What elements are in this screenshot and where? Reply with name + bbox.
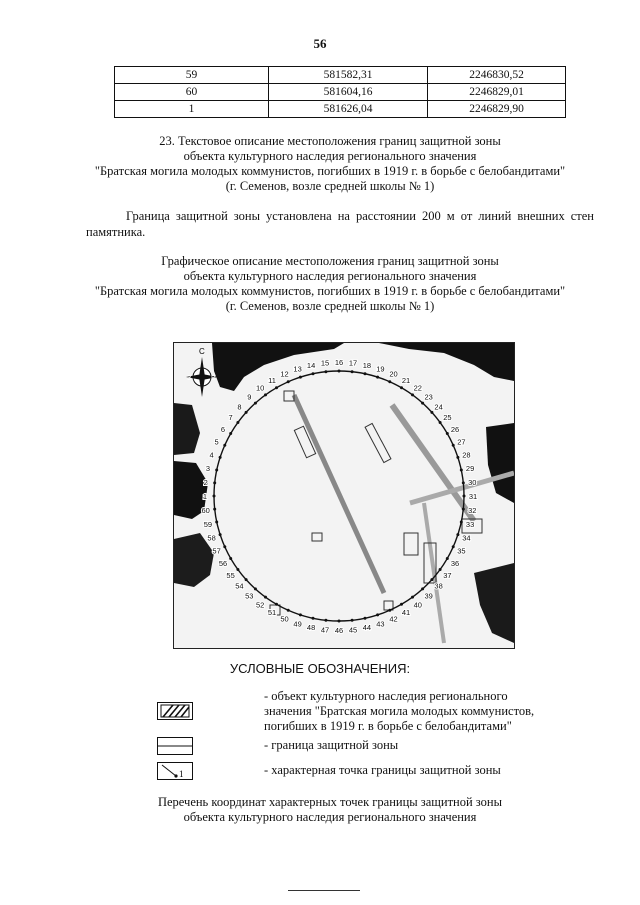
bottom-rule bbox=[288, 890, 360, 891]
boundary-point-label: 11 bbox=[268, 376, 276, 385]
y-coordinate-cell: 2246829,90 bbox=[428, 101, 566, 118]
boundary-point-marker bbox=[421, 402, 424, 405]
boundary-point-marker bbox=[460, 469, 463, 472]
graphic-description-line-2: объекта культурного наследия регионального значения bbox=[183, 269, 477, 283]
coordinates-list-caption bbox=[60, 795, 600, 825]
boundary-point-label: 45 bbox=[348, 625, 358, 635]
boundary-point-marker bbox=[446, 432, 449, 435]
boundary-point-label: 13 bbox=[293, 364, 302, 374]
graphic-description-heading bbox=[60, 254, 600, 314]
boundary-point-marker bbox=[364, 617, 367, 620]
legend-object-text bbox=[264, 689, 574, 734]
boundary-point-marker bbox=[400, 603, 403, 606]
boundary-point-marker bbox=[452, 444, 455, 447]
legend-title: УСЛОВНЫЕ ОБОЗНАЧЕНИЯ: bbox=[229, 661, 411, 676]
boundary-point-label: 9 bbox=[247, 392, 252, 402]
y-coordinate-cell: 2246830,52 bbox=[428, 67, 566, 84]
boundary-point-marker bbox=[264, 393, 267, 396]
boundary-point-marker bbox=[219, 533, 222, 536]
boundary-point-label: 25 bbox=[443, 413, 452, 423]
boundary-point-label: 31 bbox=[468, 492, 478, 501]
protection-zone-map bbox=[173, 342, 515, 649]
boundary-point-marker bbox=[264, 596, 267, 599]
boundary-point-marker bbox=[351, 619, 354, 622]
boundary-point-marker bbox=[223, 545, 226, 548]
table-row bbox=[115, 84, 566, 101]
boundary-point-marker bbox=[462, 508, 465, 511]
boundary-point-marker bbox=[452, 545, 455, 548]
boundary-point-label: 1 bbox=[202, 492, 208, 501]
terrain-dark-right bbox=[486, 423, 514, 503]
boundary-point-marker bbox=[376, 613, 379, 616]
boundary-point-marker bbox=[312, 617, 315, 620]
boundary-point-marker bbox=[245, 578, 248, 581]
terrain-dark-left bbox=[174, 403, 200, 455]
section-23-line-2: объекта культурного наследия регионального значения bbox=[183, 149, 477, 163]
boundary-point-label: 21 bbox=[401, 376, 411, 385]
boundary-point-marker bbox=[254, 587, 257, 590]
boundary-point-label: 26 bbox=[450, 425, 460, 434]
boundary-point-label: 56 bbox=[218, 559, 228, 568]
boundary-point-label: 17 bbox=[348, 358, 358, 368]
boundary-point-marker bbox=[430, 578, 433, 581]
boundary-point-label: 28 bbox=[462, 450, 471, 460]
legend-boundary-text: - граница защитной зоны bbox=[264, 738, 399, 752]
boundary-point-marker bbox=[364, 372, 367, 375]
section-23-heading bbox=[60, 134, 600, 194]
boundary-point-label: 59 bbox=[203, 519, 213, 529]
boundary-point-label: 12 bbox=[280, 369, 289, 379]
boundary-point-label: 3 bbox=[205, 464, 210, 474]
compass-east-label: В bbox=[211, 375, 216, 382]
boundary-point-marker bbox=[229, 557, 232, 560]
boundary-point-marker bbox=[456, 456, 459, 459]
boundary-point-label: 58 bbox=[207, 533, 216, 543]
boundary-point-marker bbox=[213, 495, 216, 498]
boundary-point-marker bbox=[287, 609, 290, 612]
legend-object-line-2: значения "Братская могила молодых коммунистов, bbox=[264, 704, 535, 718]
legend-object-line-3: погибших в 1919 г. в борьбе с белобандитами" bbox=[264, 719, 512, 733]
boundary-point-marker bbox=[215, 469, 218, 472]
boundary-point-marker bbox=[215, 521, 218, 524]
x-coordinate-cell: 581582,31 bbox=[269, 67, 428, 84]
boundary-point-marker bbox=[299, 376, 302, 379]
boundary-point-label: 19 bbox=[376, 364, 385, 374]
boundary-point-marker bbox=[324, 619, 327, 622]
compass-north-label: С bbox=[199, 347, 205, 356]
boundary-point-marker bbox=[460, 521, 463, 524]
boundary-point-label: 40 bbox=[413, 600, 422, 610]
legend-point-swatch bbox=[157, 762, 193, 780]
x-coordinate-cell: 581626,04 bbox=[269, 101, 428, 118]
boundary-point-label: 41 bbox=[401, 608, 411, 617]
boundary-point-label: 48 bbox=[306, 623, 316, 633]
section-23-line-4: (г. Семенов, возле средней школы № 1) bbox=[225, 179, 435, 193]
boundary-point-label: 55 bbox=[226, 570, 235, 580]
boundary-point-marker bbox=[388, 609, 391, 612]
boundary-point-label: 35 bbox=[457, 546, 466, 556]
boundary-point-label: 7 bbox=[228, 413, 233, 423]
boundary-point-label: 43 bbox=[376, 619, 385, 629]
boundary-point-marker bbox=[213, 481, 216, 484]
boundary-point-marker bbox=[219, 456, 222, 459]
boundary-point-label: 8 bbox=[237, 402, 242, 412]
boundary-point-label: 23 bbox=[424, 392, 433, 402]
boundary-point-label: 15 bbox=[320, 358, 330, 368]
boundary-point-marker bbox=[388, 380, 391, 383]
boundary-point-label: 16 bbox=[334, 358, 344, 367]
graphic-description-line-3: "Братская могила молодых коммунистов, погибших в 1919 г. в борьбе с белобандитами" bbox=[94, 284, 566, 298]
boundary-point-label: 27 bbox=[457, 437, 466, 447]
boundary-point-label: 42 bbox=[389, 614, 398, 624]
boundary-point-label: 37 bbox=[443, 570, 452, 580]
boundary-point-label: 24 bbox=[434, 402, 443, 412]
graphic-description-line-4: (г. Семенов, возле средней школы № 1) bbox=[225, 299, 435, 313]
boundary-point-marker bbox=[223, 444, 226, 447]
boundary-point-label: 22 bbox=[413, 383, 422, 393]
boundary-point-label: 53 bbox=[245, 591, 254, 601]
boundary-point-marker bbox=[287, 380, 290, 383]
boundary-point-label: 34 bbox=[462, 533, 471, 543]
boundary-point-label: 60 bbox=[201, 506, 210, 515]
compass-west-label: З bbox=[187, 375, 192, 382]
boundary-point-label: 32 bbox=[468, 506, 477, 515]
boundary-point-label: 36 bbox=[450, 559, 460, 568]
legend-object-swatch bbox=[157, 702, 193, 720]
boundary-point-label: 29 bbox=[465, 464, 475, 474]
boundary-point-marker bbox=[245, 411, 248, 414]
boundary-point-label: 57 bbox=[212, 546, 221, 556]
boundary-point-marker bbox=[275, 386, 278, 389]
boundary-point-marker bbox=[439, 421, 442, 424]
graphic-description-line-1: Графическое описание местоположения границ защитной зоны bbox=[161, 254, 499, 268]
boundary-point-marker bbox=[229, 432, 232, 435]
road-right bbox=[392, 405, 477, 521]
boundary-point-marker bbox=[324, 370, 327, 373]
boundary-point-label: 50 bbox=[280, 614, 289, 624]
y-coordinate-cell: 2246829,01 bbox=[428, 84, 566, 101]
boundary-point-marker bbox=[236, 421, 239, 424]
point-number-cell: 60 bbox=[115, 84, 269, 101]
boundary-point-marker bbox=[299, 613, 302, 616]
table-row bbox=[115, 67, 566, 84]
boundary-point-marker bbox=[275, 603, 278, 606]
list-caption-line-2: объекта культурного наследия регионального значения bbox=[183, 810, 477, 824]
coordinates-table bbox=[114, 66, 566, 118]
boundary-point-label: 46 bbox=[334, 626, 344, 635]
boundary-point-label: 38 bbox=[434, 581, 443, 591]
legend-boundary-swatch bbox=[157, 737, 193, 755]
x-coordinate-cell: 581604,16 bbox=[269, 84, 428, 101]
page-number: 56 bbox=[313, 36, 327, 51]
boundary-point-label: 51 bbox=[267, 608, 277, 617]
boundary-point-label: 33 bbox=[465, 519, 475, 529]
boundary-point-label: 30 bbox=[468, 478, 477, 487]
point-number-cell: 59 bbox=[115, 67, 269, 84]
terrain-dark-right-low bbox=[474, 563, 514, 643]
boundary-point-label: 18 bbox=[362, 360, 372, 370]
terrain-dark-top-right bbox=[379, 343, 514, 381]
boundary-point-label: 47 bbox=[320, 625, 330, 635]
boundary-point-marker bbox=[439, 568, 442, 571]
legend-object-line-1: - объект культурного наследия регионального bbox=[264, 689, 508, 703]
boundary-point-label: 14 bbox=[306, 360, 316, 370]
table-row bbox=[115, 101, 566, 118]
boundary-point-marker bbox=[338, 370, 341, 373]
boundary-point-marker bbox=[430, 411, 433, 414]
boundary-point-marker bbox=[338, 620, 341, 623]
boundary-point-marker bbox=[400, 386, 403, 389]
boundary-point-marker bbox=[446, 557, 449, 560]
point-number-cell: 1 bbox=[115, 101, 269, 118]
legend-point-text: - характерная точка границы защитной зоны bbox=[264, 763, 501, 777]
boundary-point-marker bbox=[376, 376, 379, 379]
road-vertical bbox=[424, 503, 444, 643]
boundary-point-label: 4 bbox=[209, 450, 214, 460]
boundary-point-marker bbox=[463, 495, 466, 498]
section-23-line-3: "Братская могила молодых коммунистов, погибших в 1919 г. в борьбе с белобандитами" bbox=[94, 164, 566, 178]
boundary-point-label: 44 bbox=[362, 623, 372, 633]
boundary-paragraph: Граница защитной зоны установлена на расстоянии 200 м от линий внешних стен памятника. bbox=[86, 209, 594, 239]
boundary-point-marker bbox=[456, 533, 459, 536]
boundary-point-marker bbox=[236, 568, 239, 571]
boundary-point-label: 49 bbox=[293, 619, 302, 629]
boundary-point-marker bbox=[254, 402, 257, 405]
boundary-point-marker bbox=[462, 481, 465, 484]
list-caption-line-1: Перечень координат характерных точек границы защитной зоны bbox=[157, 795, 503, 809]
boundary-point-marker bbox=[312, 372, 315, 375]
boundary-point-marker bbox=[213, 508, 216, 511]
boundary-point-marker bbox=[411, 596, 414, 599]
boundary-point-label: 54 bbox=[235, 581, 244, 591]
boundary-point-marker bbox=[411, 393, 414, 396]
legend-point-sample-number: 1 bbox=[179, 769, 184, 779]
boundary-point-label: 52 bbox=[256, 600, 265, 610]
boundary-point-label: 20 bbox=[389, 369, 398, 379]
boundary-point-label: 5 bbox=[214, 437, 219, 447]
boundary-point-label: 10 bbox=[256, 383, 265, 393]
boundary-point-label: 2 bbox=[203, 478, 208, 487]
boundary-point-label: 39 bbox=[424, 591, 433, 601]
section-23-line-1: 23. Текстовое описание местоположения границ защитной зоны bbox=[159, 134, 501, 148]
boundary-point-marker bbox=[351, 370, 354, 373]
boundary-point-marker bbox=[421, 587, 424, 590]
boundary-point-label: 6 bbox=[220, 425, 226, 434]
